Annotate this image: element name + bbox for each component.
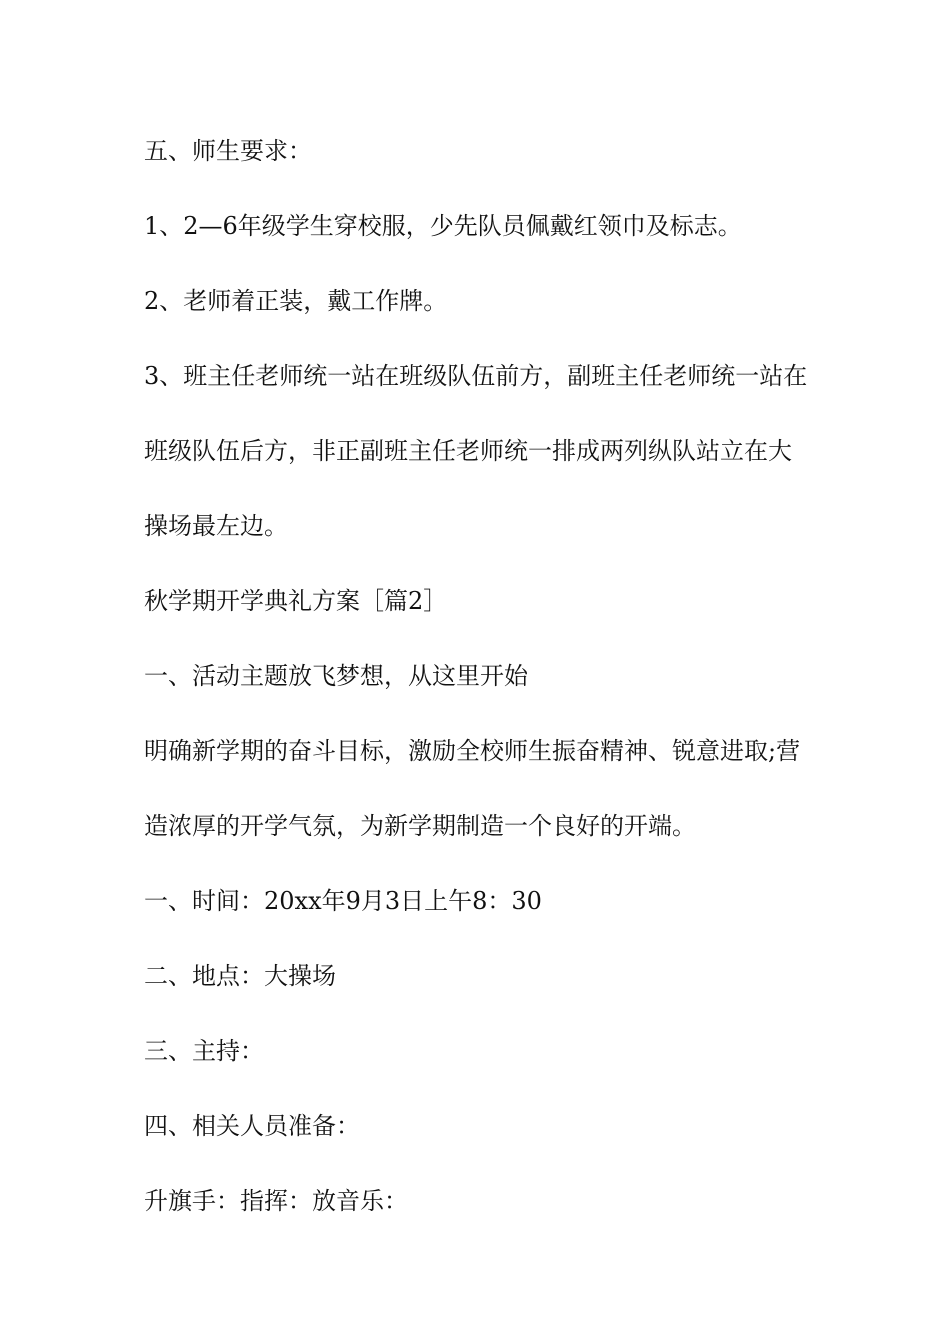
section-heading-staff: 四、相关人员准备：: [144, 1112, 360, 1140]
section-heading-location: 二、地点：大操场: [144, 962, 336, 990]
section-heading-host: 三、主持：: [144, 1037, 264, 1065]
section-heading-theme: 一、活动主题放飞梦想，从这里开始: [144, 662, 528, 690]
section-heading-requirements: 五、师生要求：: [144, 137, 312, 165]
text-line-roles: 升旗手：指挥：放音乐：: [144, 1187, 408, 1215]
document-subtitle: 秋学期开学典礼方案［篇2］: [144, 587, 448, 615]
text-line-position-3: 操场最左边。: [144, 512, 288, 540]
text-line-teacher-dress: 2、老师着正装，戴工作牌。: [144, 287, 448, 315]
text-line-goal-1: 明确新学期的奋斗目标，激励全校师生振奋精神、锐意进取;营: [144, 737, 801, 765]
text-line-position-2: 班级队伍后方，非正副班主任老师统一排成两列纵队站立在大: [144, 437, 792, 465]
text-line-position-1: 3、班主任老师统一站在班级队伍前方，副班主任老师统一站在: [144, 362, 808, 390]
section-heading-time: 一、时间：20xx年9月3日上午8：30: [144, 887, 542, 915]
text-line-goal-2: 造浓厚的开学气氛，为新学期制造一个良好的开端。: [144, 812, 696, 840]
text-line-uniform: 1、2—6年级学生穿校服，少先队员佩戴红领巾及标志。: [144, 212, 742, 240]
